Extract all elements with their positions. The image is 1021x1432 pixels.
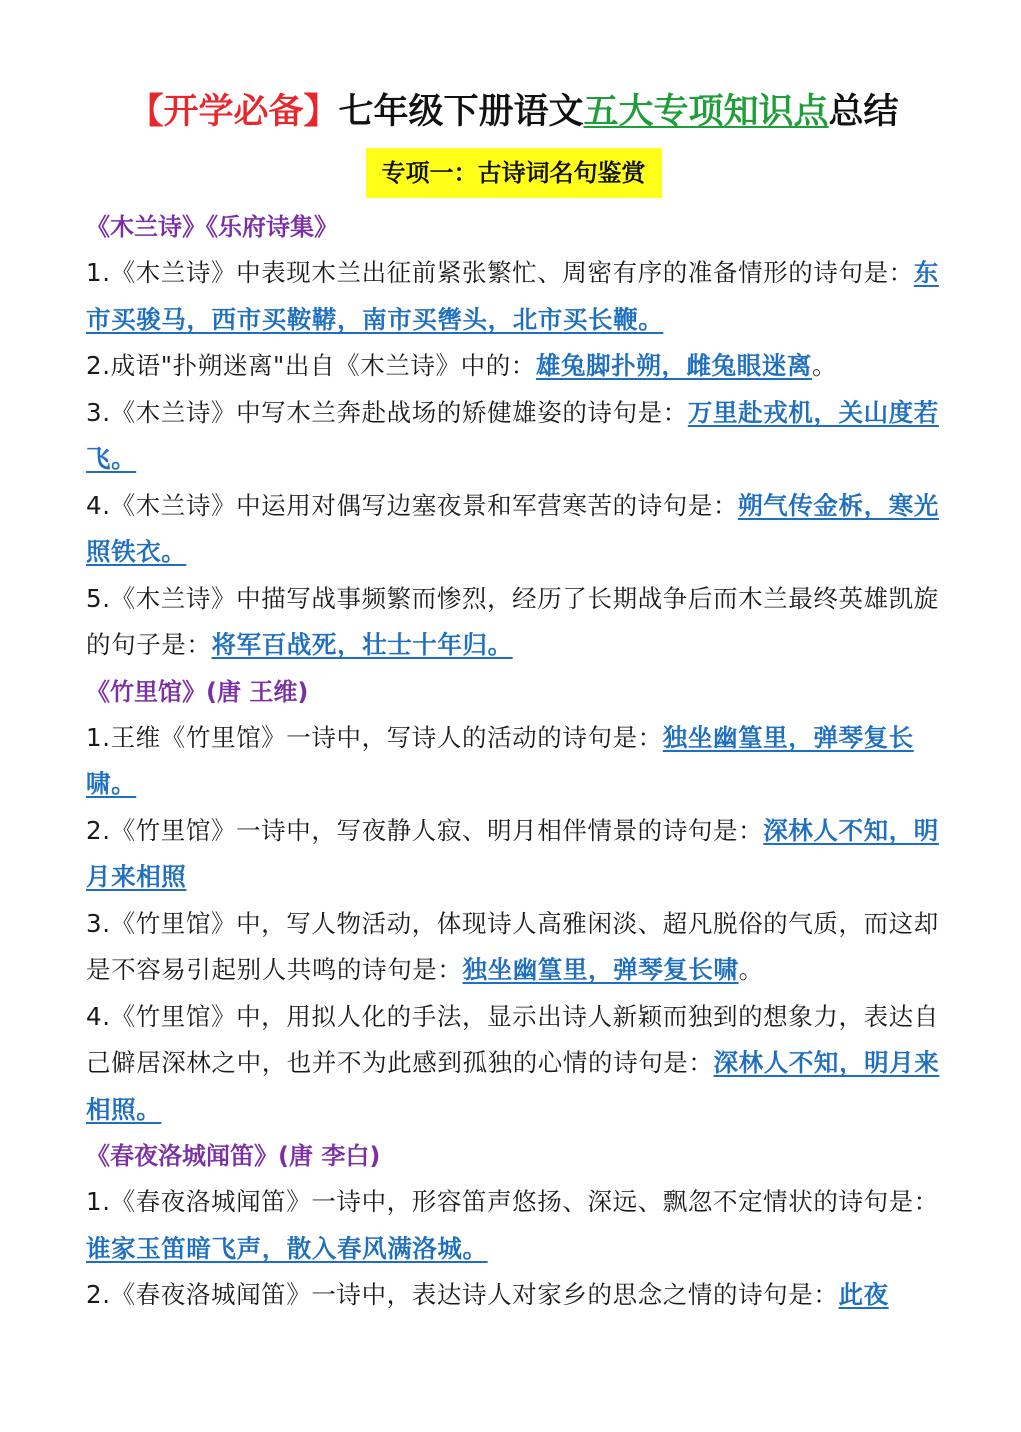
- question-item: [86, 808, 941, 901]
- question-text: 2.成语"扑朔迷离"出自《木兰诗》中的：: [86, 351, 536, 380]
- question-text: 1.《春夜洛城闻笛》一诗中，形容笛声悠扬、深远、飘忽不定情状的诗句是：: [86, 1187, 939, 1216]
- answer-text: 朔气传金柝，寒光照铁衣。: [86, 490, 939, 566]
- answer-tail: 。: [812, 351, 838, 380]
- answer-text: 独坐幽篁里，弹琴复长啸: [462, 955, 739, 984]
- poem-heading: 《木兰诗》《乐府诗集》: [86, 213, 338, 241]
- question-text: 4.《木兰诗》中运用对偶写边塞夜景和军营寒苦的诗句是：: [86, 490, 739, 520]
- answer-text: 独坐幽篁里，弹琴复长啸。: [86, 722, 914, 798]
- question-text: 1.《木兰诗》中表现木兰出征前紧张繁忙、周密有序的准备情形的诗句是：: [86, 258, 914, 287]
- answer-text: 雄兔脚扑朔，雌兔眼迷离: [535, 351, 813, 380]
- question-item: [86, 994, 941, 1134]
- page-title: [86, 88, 941, 136]
- answer-text: 深林人不知，明月来相照: [86, 815, 939, 891]
- question-item: [86, 390, 941, 483]
- question-item: [86, 901, 941, 994]
- question-text: 4.《竹里馆》中，用拟人化的手法，显示出诗人新颖而独到的想象力，表达自己僻居深林之中，也并不为此感到孤独的心情的诗句是：: [86, 1001, 939, 1077]
- answer-text: 万里赴戎机，关山度若飞。: [86, 397, 939, 473]
- question-text: 3.《竹里馆》中，写人物活动，体现诗人高雅闲淡、超凡脱俗的气质，而这却是不容易引起别人共鸣的诗句是：: [86, 908, 939, 984]
- title-end: 总结: [828, 92, 899, 132]
- poem-heading: 《春夜洛城闻笛》(唐 李白): [86, 1142, 381, 1170]
- question-text: 2.《竹里馆》一诗中，写夜静人寂、明月相伴情景的诗句是：: [86, 815, 764, 845]
- answer-text: 谁家玉笛暗飞声，散入春风满洛城。: [86, 1233, 488, 1263]
- question-text: 5.《木兰诗》中描写战事频繁而惨烈，经历了长期战争后而木兰最终英雄凯旋的句子是：: [86, 583, 939, 659]
- question-item: [86, 715, 941, 808]
- poem-heading: 《竹里馆》(唐 王维): [86, 677, 309, 706]
- question-item: [86, 1179, 941, 1272]
- title-main: 七年级下册语文: [338, 92, 584, 132]
- question-item: [86, 483, 941, 576]
- question-text: 2.《春夜洛城闻笛》一诗中，表达诗人对家乡的思念之情的诗句是：: [86, 1280, 839, 1309]
- question-text: 1.王维《竹里馆》一诗中，写诗人的活动的诗句是：: [86, 722, 663, 752]
- question-item: [86, 343, 941, 390]
- answer-text: 此夜: [838, 1280, 889, 1309]
- title-highlight: 五大专项知识点: [583, 92, 829, 132]
- answer-text: 东市买骏马，西市买鞍鞯，南市买辔头，北市买长鞭。: [86, 258, 939, 334]
- answer-tail: 。: [738, 955, 764, 984]
- question-item: [86, 576, 941, 669]
- answer-text: 将军百战死，壮士十年归。: [211, 630, 513, 659]
- question-item: [86, 250, 941, 343]
- question-item: [86, 1272, 941, 1319]
- content: [86, 204, 941, 1319]
- answer-text: 深林人不知，明月来相照。: [86, 1048, 940, 1124]
- title-bracket: 【开学必备】: [128, 92, 339, 132]
- section-banner-wrap: [86, 148, 941, 198]
- section-banner: 专项一：古诗词名句鉴赏: [366, 148, 662, 198]
- question-text: 3.《木兰诗》中写木兰奔赴战场的矫健雄姿的诗句是：: [86, 397, 688, 427]
